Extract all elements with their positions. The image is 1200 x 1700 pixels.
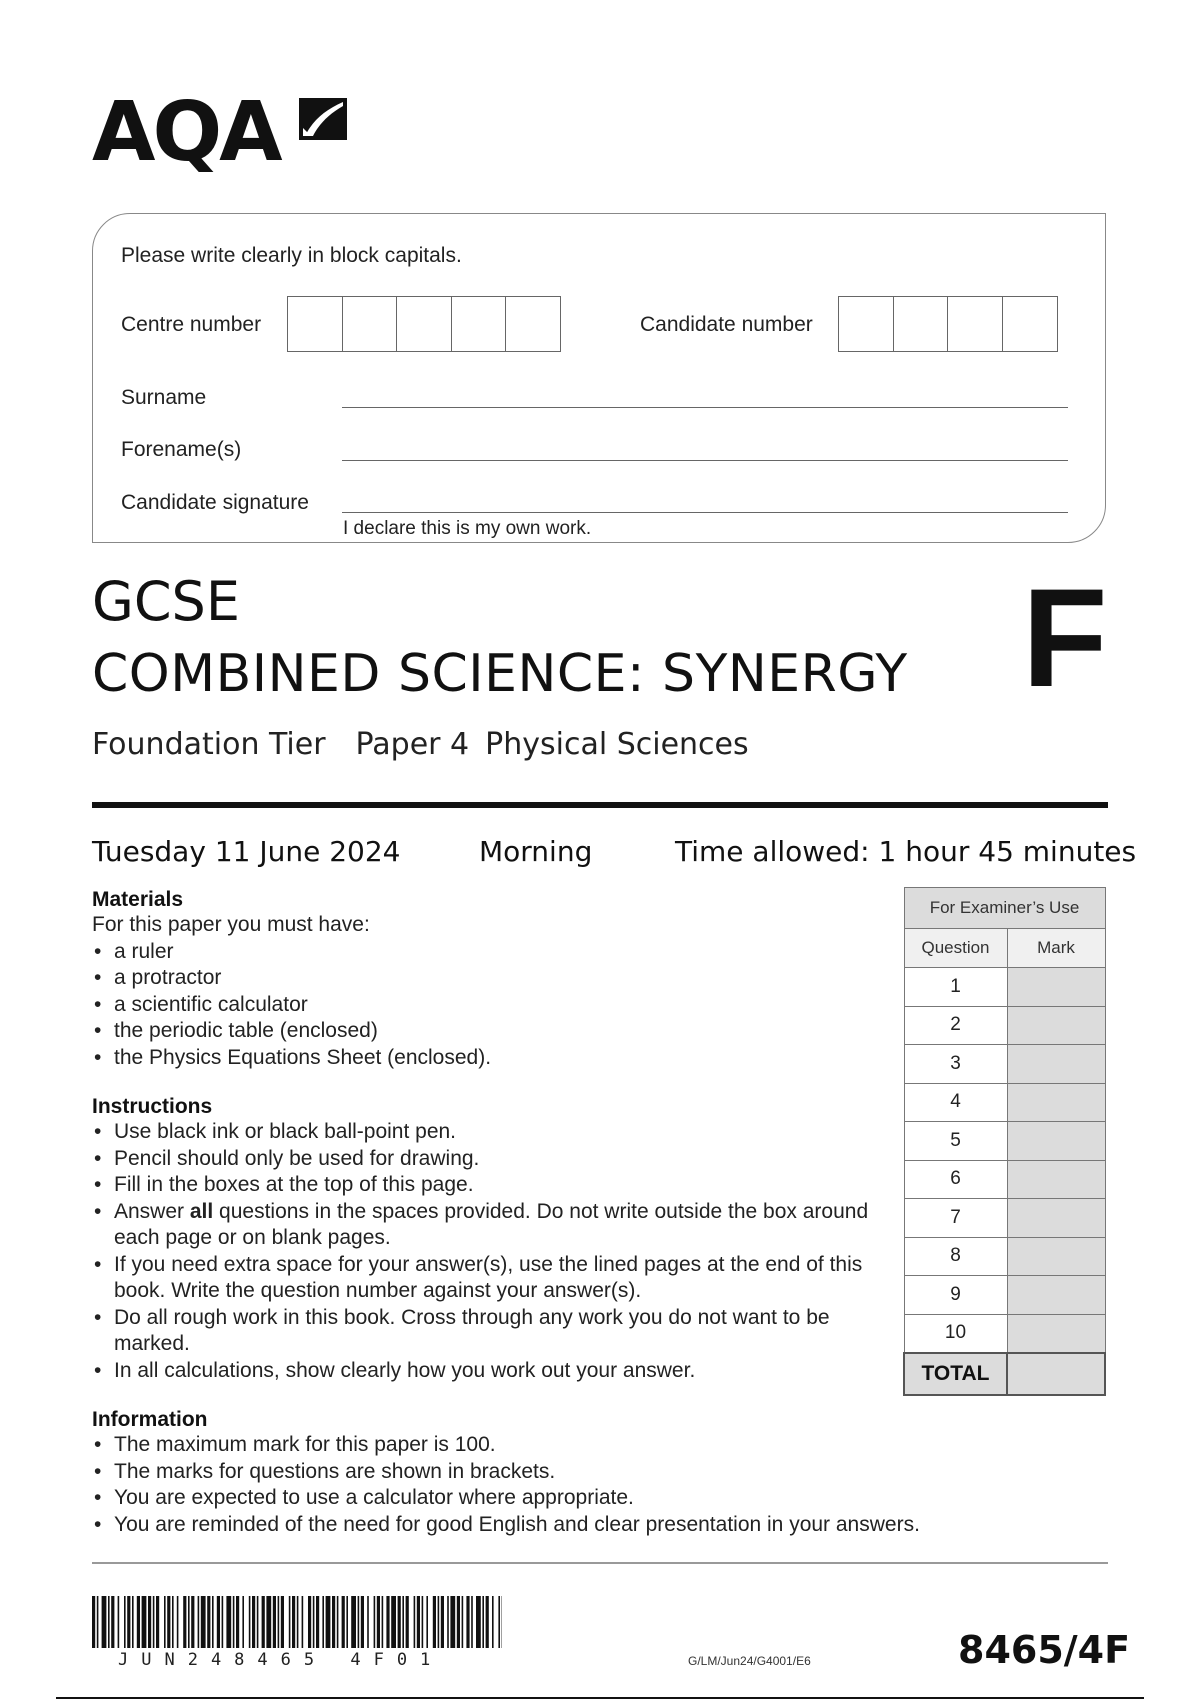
paper-name: Physical Sciences — [485, 727, 749, 762]
materials-list — [92, 939, 872, 1072]
instructions-heading: Instructions — [92, 1095, 213, 1118]
signature-label: Candidate signature — [121, 491, 309, 514]
candidate-number-digit-box[interactable] — [838, 296, 894, 352]
list-item: • the periodic table (enclosed) — [92, 1018, 872, 1045]
surname-line[interactable] — [342, 407, 1068, 408]
centre-number-digit-box[interactable] — [342, 296, 398, 352]
list-item: • a protractor — [92, 965, 872, 992]
centre-number-digit-box[interactable] — [287, 296, 343, 352]
time-allowed: Time allowed: 1 hour 45 minutes — [675, 835, 1137, 868]
candidate-number-label: Candidate number — [640, 313, 813, 336]
mark-cell — [1007, 1276, 1105, 1315]
table-row — [904, 1045, 1105, 1084]
question-number: 6 — [904, 1160, 1007, 1199]
table-row — [904, 1006, 1105, 1045]
examiner-use-table — [903, 887, 1106, 1396]
tier-label: Foundation Tier — [92, 727, 326, 762]
mark-cell — [1007, 1122, 1105, 1161]
materials-section — [92, 888, 872, 1071]
mark-cell — [1007, 968, 1105, 1007]
centre-number-digit-box[interactable] — [451, 296, 507, 352]
page-bottom-rule — [56, 1697, 1144, 1699]
answer-all-post: questions in the spaces provided. Do not write outside the box around each page or on blank pages. — [114, 1199, 869, 1249]
mark-cell — [1007, 1045, 1105, 1084]
instructions-list — [92, 1119, 882, 1384]
candidate-number-digit-box[interactable] — [1002, 296, 1058, 352]
list-item: • If you need extra space for your answer(s), use the lined pages at the end of this book. Write the question number against your answer(s). — [92, 1252, 882, 1305]
barcode-text: JUN248465 4F01 — [118, 1650, 444, 1670]
signature-line[interactable] — [342, 512, 1068, 513]
instructions-section — [92, 1095, 882, 1384]
list-item: • The marks for questions are shown in brackets. — [92, 1459, 1092, 1486]
list-item: • In all calculations, show clearly how you work out your answer. — [92, 1358, 882, 1385]
table-row — [904, 1083, 1105, 1122]
list-item: • You are expected to use a calculator where appropriate. — [92, 1485, 1092, 1512]
candidate-number-digit-box[interactable] — [947, 296, 1003, 352]
information-section — [92, 1408, 1092, 1538]
exam-session: Morning — [479, 835, 593, 868]
question-number: 10 — [904, 1314, 1007, 1353]
candidate-number-digit-box[interactable] — [893, 296, 949, 352]
list-item: • Pencil should only be used for drawing. — [92, 1146, 882, 1173]
candidate-number-field[interactable] — [838, 296, 1058, 352]
information-list — [92, 1432, 1092, 1538]
mark-cell — [1007, 1006, 1105, 1045]
question-number: 2 — [904, 1006, 1007, 1045]
list-item: • Use black ink or black ball-point pen. — [92, 1119, 882, 1146]
aqa-logo — [92, 85, 362, 187]
total-mark-cell — [1007, 1353, 1105, 1395]
centre-number-field[interactable] — [287, 296, 561, 352]
list-item: • a ruler — [92, 939, 872, 966]
list-item: • The maximum mark for this paper is 100. — [92, 1432, 1092, 1459]
paper-number: Paper 4 — [355, 727, 470, 762]
mark-column-header: Mark — [1007, 929, 1105, 968]
paper-code: 8465/4F — [958, 1628, 1131, 1672]
table-row — [904, 968, 1105, 1007]
total-row — [904, 1353, 1105, 1395]
question-number: 7 — [904, 1199, 1007, 1238]
centre-number-digit-box[interactable] — [396, 296, 452, 352]
table-row — [904, 1237, 1105, 1276]
title-divider — [92, 802, 1108, 808]
qualification-title: GCSE — [92, 570, 240, 633]
table-row — [904, 1122, 1105, 1161]
mark-cell — [1007, 1199, 1105, 1238]
materials-intro: For this paper you must have: — [92, 913, 370, 936]
table-row — [904, 1160, 1105, 1199]
block-capitals-instruction: Please write clearly in block capitals. — [121, 244, 462, 267]
forenames-label: Forename(s) — [121, 438, 242, 461]
declaration-text: I declare this is my own work. — [343, 518, 592, 539]
answer-all-pre: Answer — [114, 1199, 190, 1223]
list-item — [92, 1199, 882, 1252]
question-number: 9 — [904, 1276, 1007, 1315]
tier-letter: F — [1022, 559, 1108, 716]
question-number: 4 — [904, 1083, 1007, 1122]
centre-number-digit-box[interactable] — [505, 296, 561, 352]
aqa-logo-text: AQA — [92, 85, 280, 180]
list-item: • Do all rough work in this book. Cross through any work you do not want to be marked. — [92, 1305, 882, 1358]
total-label: TOTAL — [904, 1353, 1007, 1395]
mark-cell — [1007, 1237, 1105, 1276]
question-number: 5 — [904, 1122, 1007, 1161]
information-heading: Information — [92, 1408, 208, 1431]
centre-number-label: Centre number — [121, 313, 262, 336]
question-number: 3 — [904, 1045, 1007, 1084]
aqa-logo-mark-icon — [295, 92, 351, 148]
exam-date: Tuesday 11 June 2024 — [92, 835, 401, 868]
forenames-line[interactable] — [342, 460, 1068, 461]
answer-all-bold: all — [189, 1199, 214, 1223]
table-row — [904, 1314, 1105, 1353]
table-row — [904, 1199, 1105, 1238]
footer-divider — [92, 1562, 1108, 1564]
examiner-table-heading: For Examiner’s Use — [904, 888, 1105, 929]
mark-cell — [1007, 1314, 1105, 1353]
mark-cell — [1007, 1160, 1105, 1199]
question-column-header: Question — [904, 929, 1007, 968]
mark-cell — [1007, 1083, 1105, 1122]
subject-title: COMBINED SCIENCE: SYNERGY — [92, 644, 908, 704]
paper-reference: G/LM/Jun24/G4001/E6 — [688, 1654, 811, 1668]
surname-label: Surname — [121, 386, 207, 409]
question-number: 1 — [904, 968, 1007, 1007]
list-item: • Fill in the boxes at the top of this page. — [92, 1172, 882, 1199]
tier-paper-line — [92, 727, 779, 762]
materials-heading: Materials — [92, 888, 184, 911]
table-row — [904, 1276, 1105, 1315]
question-number: 8 — [904, 1237, 1007, 1276]
barcode-icon — [92, 1596, 502, 1648]
list-item: • a scientific calculator — [92, 992, 872, 1019]
list-item: • the Physics Equations Sheet (enclosed). — [92, 1045, 872, 1072]
list-item: • You are reminded of the need for good English and clear presentation in your answers. — [92, 1512, 1092, 1539]
